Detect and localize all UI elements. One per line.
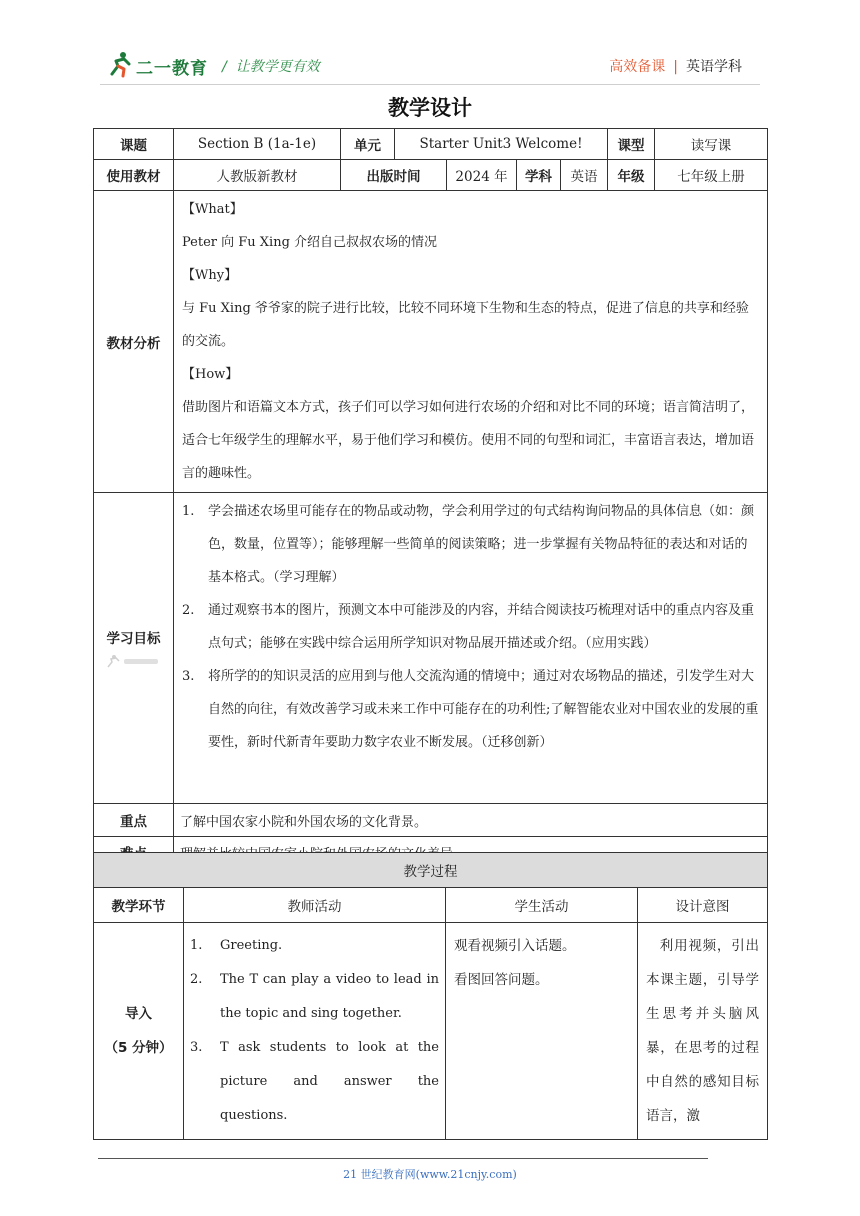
process-title: 教学过程 bbox=[94, 853, 768, 888]
student-activities bbox=[446, 923, 638, 1140]
intro-stage bbox=[94, 923, 184, 1140]
header-divider bbox=[100, 84, 760, 85]
design-intent: 利用视频，引出本课主题，引导学生思考并头脑风暴，在思考的过程中自然的感知目标语言，激 bbox=[638, 923, 768, 1140]
teaching-process-table bbox=[93, 852, 768, 1140]
col-teacher: 教师活动 bbox=[184, 888, 446, 923]
col-stage: 教学环节 bbox=[94, 888, 184, 923]
brand-slogan: / 让教学更有效 bbox=[222, 59, 320, 75]
type-value: 读写课 bbox=[655, 129, 768, 160]
unit-value: Starter Unit3 Welcome! bbox=[395, 129, 608, 160]
how-heading: 【How】 bbox=[182, 367, 239, 382]
unit-label: 单元 bbox=[341, 129, 395, 160]
brand-name: 二一教育 bbox=[136, 59, 208, 79]
key-label: 重点 bbox=[94, 804, 174, 837]
grade-label: 年级 bbox=[608, 160, 655, 191]
col-intent: 设计意图 bbox=[638, 888, 768, 923]
footer-text: 21 世纪教育网(www.21cnjy.com) bbox=[343, 1168, 517, 1181]
type-label: 课型 bbox=[608, 129, 655, 160]
header-tag-subject: 英语学科 bbox=[686, 59, 742, 75]
why-heading: 【Why】 bbox=[182, 268, 238, 283]
objectives-label: 学习目标 bbox=[106, 631, 161, 647]
grade-value: 七年级上册 bbox=[655, 160, 768, 191]
pubtime-label: 出版时间 bbox=[341, 160, 447, 191]
objective-item: 1. 学会描述农场里可能存在的物品或动物，学会利用学过的句式结构询问物品的具体信息（如：颜色，数量，位置等）；能够理解一些简单的阅读策略；进一步掌握有关物品特征的表达和对话的基本格式。（学习理解） bbox=[182, 504, 755, 585]
page-header bbox=[0, 0, 860, 90]
analysis-label: 教材分析 bbox=[94, 191, 174, 493]
topic-value: Section B (1a-1e) bbox=[174, 129, 341, 160]
footer-divider bbox=[98, 1158, 708, 1159]
subject-value: 英语 bbox=[561, 160, 608, 191]
why-text: 与 Fu Xing 爷爷家的院子进行比较，比较不同环境下生物和生态的特点，促进了信息的共享和经验的交流。 bbox=[182, 301, 749, 349]
textbook-label: 使用教材 bbox=[94, 160, 174, 191]
pubtime-value: 2024 年 bbox=[447, 160, 517, 191]
topic-label: 课题 bbox=[94, 129, 174, 160]
objectives-content bbox=[174, 493, 768, 804]
key-text: 了解中国农家小院和外国农场的文化背景。 bbox=[174, 804, 768, 837]
header-tags: 高效备课 | 英语学科 bbox=[609, 59, 742, 75]
page-title: 教学设计 bbox=[388, 96, 472, 120]
subject-label: 学科 bbox=[517, 160, 561, 191]
what-text: Peter 向 Fu Xing 介绍自己叔叔农场的情况 bbox=[182, 235, 438, 250]
intro-label: 导入 bbox=[125, 1006, 152, 1022]
teacher-activities bbox=[184, 923, 446, 1140]
col-student: 学生活动 bbox=[446, 888, 638, 923]
student-activity: 看图回答问题。 bbox=[454, 972, 549, 988]
intro-time: （5 分钟） bbox=[104, 1040, 173, 1056]
lesson-info-table bbox=[93, 128, 768, 868]
what-heading: 【What】 bbox=[182, 202, 243, 217]
textbook-value: 人教版新教材 bbox=[174, 160, 341, 191]
objectives-label-cell bbox=[94, 493, 174, 804]
running-man-logo-icon bbox=[106, 50, 134, 78]
objective-item: 2. 通过观察书本的图片，预测文本中可能涉及的内容，并结合阅读技巧梳理对话中的重点内容及重点句式；能够在实践中综合运用所学知识对物品展开描述或介绍。（应用实践） bbox=[182, 603, 755, 651]
teacher-step: 1. Greeting. bbox=[190, 938, 283, 953]
how-text: 借助图片和语篇文本方式，孩子们可以学习如何进行农场的介绍和对比不同的环境；语言简洁明了，适合七年级学生的理解水平，易于他们学习和模仿。使用不同的句型和词汇，丰富语言表达，增加语言的趣味性。 bbox=[182, 400, 755, 481]
objective-item: 3. 将所学的的知识灵活的应用到与他人交流沟通的情境中；通过对农场物品的描述，引发学生对大自然的向往，有效改善学习或未来工作中可能存在的功利性;了解智能农业对中国农业的发展的重要性，新时代新青年要助力数字农业不断发展。（迁移创新） bbox=[182, 669, 759, 750]
teacher-step: 2. The T can play a video to lead in the topic and sing together. bbox=[190, 972, 439, 1021]
analysis-content bbox=[174, 191, 768, 493]
teacher-step: 3. T ask students to look at the picture and answer the questions. bbox=[190, 1040, 439, 1123]
header-tag-prep: 高效备课 bbox=[609, 59, 666, 75]
student-activity: 观看视频引入话题。 bbox=[454, 938, 576, 954]
brand-watermark-icon bbox=[106, 653, 162, 669]
